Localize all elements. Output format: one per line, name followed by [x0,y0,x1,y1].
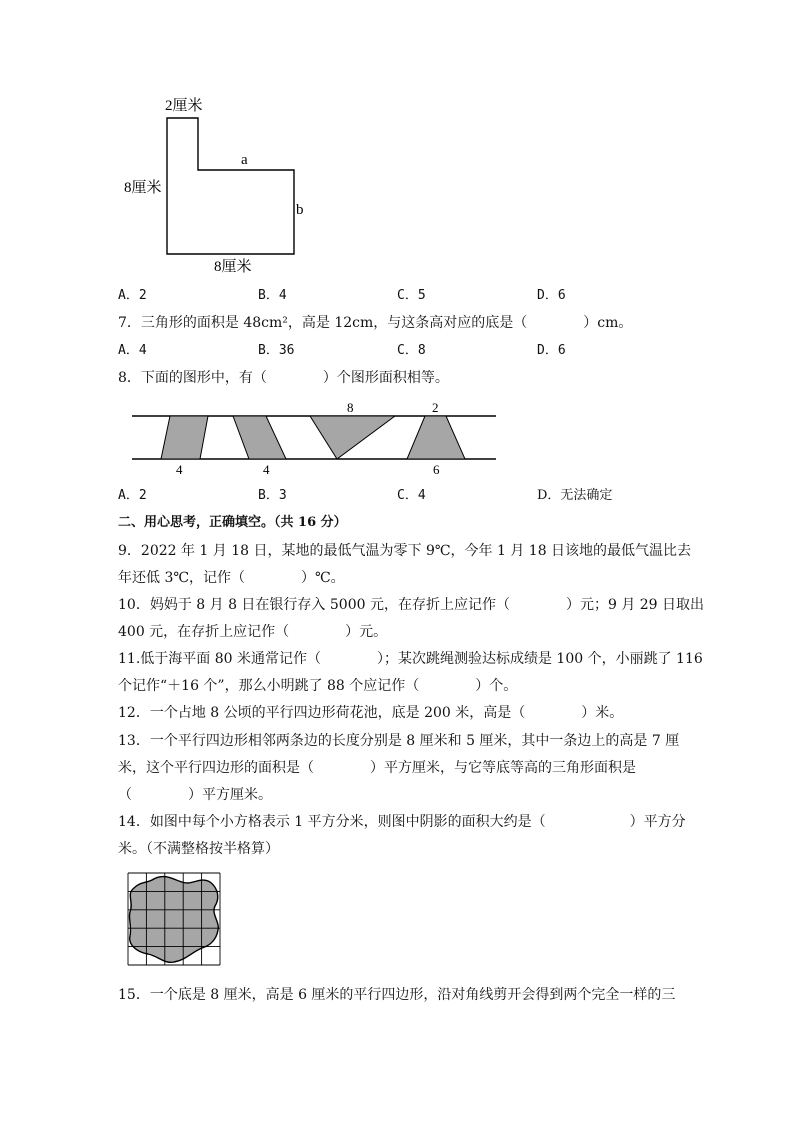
q14-line-2: 米。（不满整格按半格算） [118,841,279,857]
shaded-blob [129,877,218,963]
l-shape-outline [167,118,294,254]
l-shape-top-label: 2厘米 [165,98,203,114]
q7-option-a: A．4 [118,343,147,358]
q9-line-1: 9．2022 年 1 月 18 日，某地的最低气温为零下 9℃，今年 1 月 18 日该地的最低气温比去 [118,543,692,559]
shape-triangle [310,416,395,459]
q12-line-1: 12．一个占地 8 公顷的平行四边形荷花池，底是 200 米，高是（ ）米。 [118,705,624,721]
q7-stem: 7．三角形的面积是 48cm²，高是 12cm，与这条高对应的底是（ ）cm。 [118,315,633,331]
triangle-top-label: 8 [347,400,354,415]
q15-line-1: 15．一个底是 8 厘米，高是 6 厘米的平行四边形，沿对角线剪开会得到两个完全一样的三 [118,987,676,1003]
q8-option-a: A．2 [118,488,147,503]
q7-option-b: B．36 [258,343,295,358]
q8-stem: 8．下面的图形中，有（ ）个图形面积相等。 [118,370,449,386]
shape-trapezoid [407,416,465,459]
q7-option-d: D．6 [537,343,566,358]
l-shape-figure [110,90,320,280]
l-shape-a-label: a [241,152,248,168]
q6-option-a: A．2 [118,288,147,303]
q8-option-d: D．无法确定 [537,488,613,503]
trapezoid-top-label: 2 [432,400,439,415]
q6-option-b: B．4 [258,288,287,303]
q8-parallel-lines-figure [120,395,510,480]
q6-option-c: C．5 [397,288,426,303]
q6-option-d: D．6 [537,288,566,303]
q8-option-b: B．3 [258,488,287,503]
q10-line-2: 400 元，在存折上应记作（ ）元。 [118,624,388,640]
shape-2-bottom-label: 4 [263,462,270,477]
q13-line-1: 13．一个平行四边形相邻两条边的长度分别是 8 厘米和 5 厘米，其中一条边上的高是 7 厘 [118,733,680,749]
q7-option-c: C．8 [397,343,426,358]
l-shape-b-label: b [296,202,304,218]
q9-line-2: 年还低 3℃，记作（ ）℃。 [118,570,345,586]
shape-1-bottom-label: 4 [176,462,183,477]
section-2-title: 二、用心思考，正确填空。（共 16 分） [118,515,347,530]
q11-line-1: 11.低于海平面 80 米通常记作（ ）；某次跳绳测验达标成绩是 100 个，小丽跳了 116 [118,651,703,667]
shape-parallelogram-1 [161,416,208,459]
q13-line-3: （ ）平方厘米。 [118,787,272,803]
l-shape-bottom-label: 8厘米 [214,259,252,275]
q8-option-c: C．4 [397,488,426,503]
shape-parallelogram-2 [233,416,286,459]
q11-line-2: 个记作“＋16 个”，那么小明跳了 88 个应记作（ ）个。 [118,678,518,694]
trapezoid-bottom-label: 6 [433,462,440,477]
q10-line-1: 10．妈妈于 8 月 8 日在银行存入 5000 元，在存折上应记作（ ）元；9 月 29 日取出 [118,597,705,613]
l-shape-left-label: 8厘米 [124,180,162,196]
q13-line-2: 米，这个平行四边形的面积是（ ）平方厘米，与它等底等高的三角形面积是 [118,760,636,776]
q14-line-1: 14．如图中每个小方格表示 1 平方分米，则图中阴影的面积大约是（ ）平方分 [118,814,686,830]
q14-grid-figure [122,868,226,970]
